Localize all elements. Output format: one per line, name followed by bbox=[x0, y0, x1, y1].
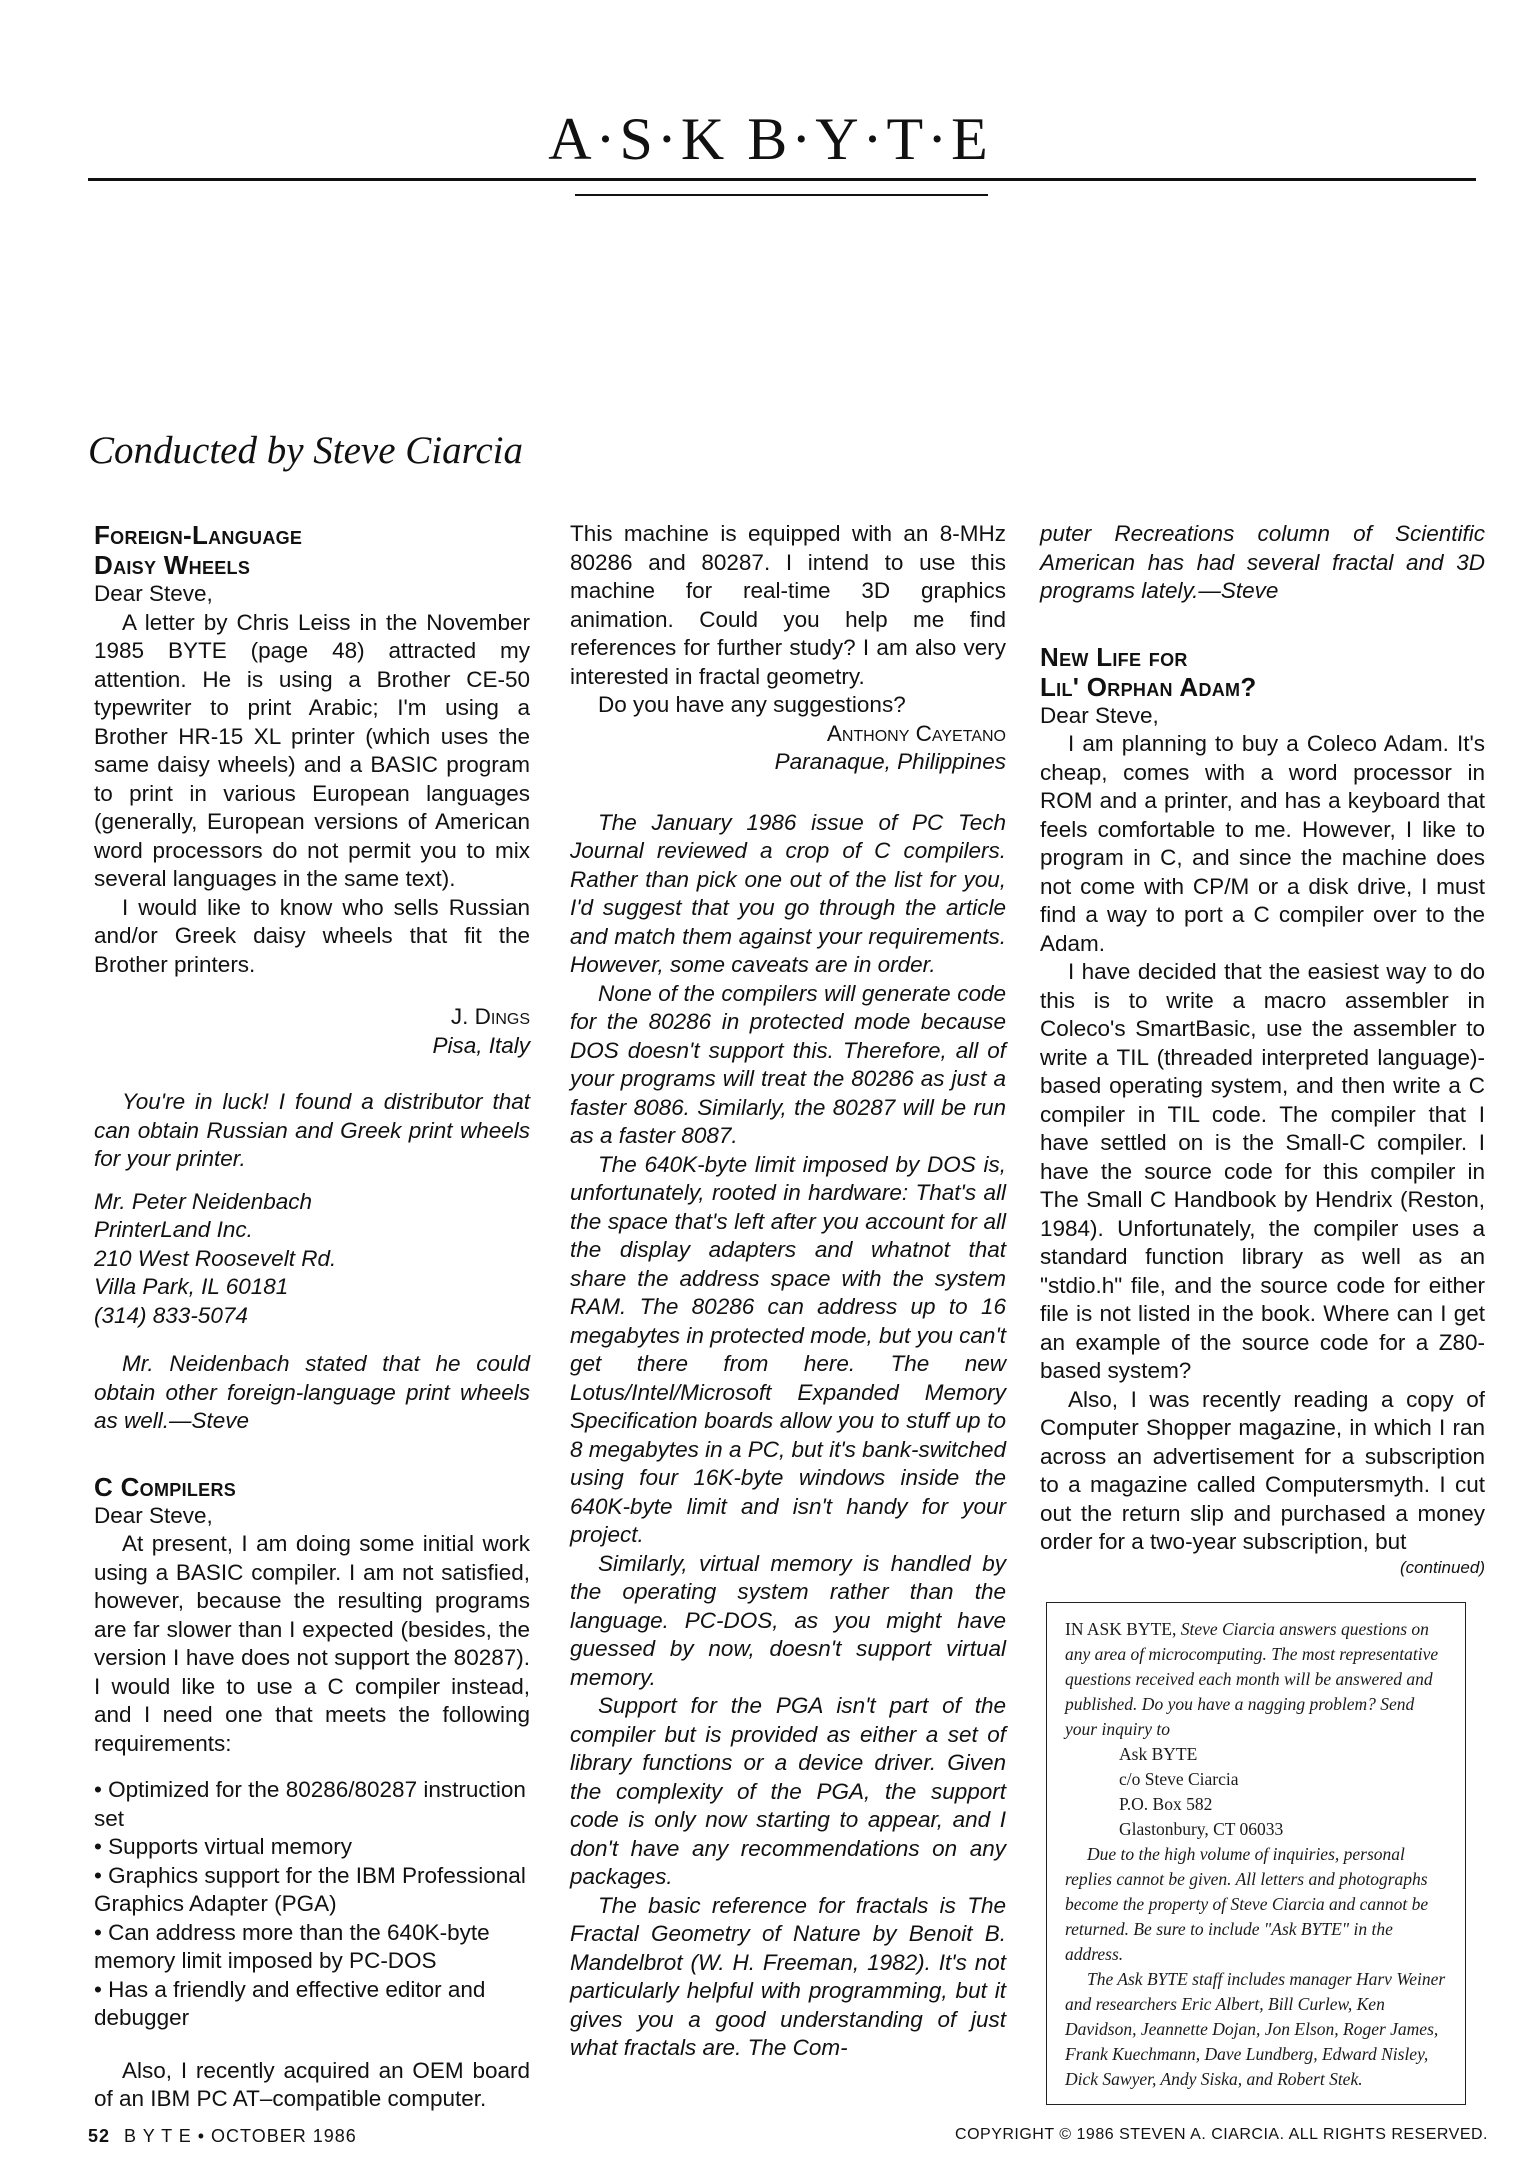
section-heading-c-compilers: C Compilers bbox=[94, 1471, 237, 1502]
letter-greeting: Dear Steve, bbox=[94, 581, 213, 606]
answer-paragraph: Mr. Neidenbach stated that he could obtain other foreign-language print wheels as well.—Steve bbox=[94, 1351, 530, 1433]
heading-line: Lil' Orphan Adam? bbox=[1040, 671, 1257, 702]
list-item: • Supports virtual memory bbox=[94, 1834, 352, 1859]
answer-paragraph: The basic reference for fractals is The Fractal Geometry of Nature by Benoit B. Mandelbrot (W. H. Freeman, 1982). It's not particularly helpful with programming, but it gives you a good understanding of just what fractals are. The Com- bbox=[570, 1892, 1006, 2060]
heading-line: Foreign-Language bbox=[94, 520, 303, 550]
address-line: 210 West Roosevelt Rd. bbox=[94, 1245, 337, 1271]
info-intro bbox=[1065, 1617, 1447, 1742]
ask-byte-info-box bbox=[1046, 1602, 1466, 2105]
answer-paragraph: puter Recreations column of Scientific American has had several fractal and 3D programs lately.—Steve bbox=[1040, 521, 1485, 603]
distributor-address bbox=[94, 1188, 530, 1331]
address-line: Ask BYTE bbox=[1119, 1744, 1198, 1764]
address-line: (314) 833-5074 bbox=[94, 1302, 248, 1328]
info-note: Due to the high volume of inquiries, personal replies cannot be given. All letters and photographs become the property of Steve Ciarcia and cannot be returned. Be sure to include "Ask BYTE" in the address. bbox=[1065, 1844, 1429, 1964]
column-1 bbox=[94, 520, 530, 2114]
column-3 bbox=[1040, 520, 1485, 1579]
address-line: P.O. Box 582 bbox=[1119, 1794, 1213, 1814]
mailing-address bbox=[1119, 1742, 1447, 1842]
info-intro-caps: IN ASK BYTE, bbox=[1065, 1619, 1177, 1639]
page-number: 52 bbox=[88, 2126, 111, 2146]
list-item: • Graphics support for the IBM Professional Graphics Adapter (PGA) bbox=[94, 1862, 526, 1916]
page-title: A·S·K B·Y·T·E bbox=[548, 106, 992, 172]
list-item: • Has a friendly and effective editor and debugger bbox=[94, 1976, 486, 2030]
letter-signature-name: Anthony Cayetano bbox=[826, 720, 1006, 746]
letter-signature-place: Paranaque, Philippines bbox=[774, 749, 1006, 774]
column-2 bbox=[570, 520, 1006, 2063]
answer-paragraph: Similarly, virtual memory is handled by the operating system rather than the language. PC-DOS, as you might have guessed by now, doesn't support virtual memory. bbox=[570, 1550, 1006, 1690]
letter-paragraph: A letter by Chris Leiss in the November 1985 BYTE (page 48) attracted my attention. He is using a Brother CE-50 typewriter to print Arabic; I'm using a Brother HR-15 XL printer (which uses the same daisy wheels) and a BASIC program to print in various European languages (generally, European versions of American word processors do not permit you to mix several languages in the same text). bbox=[94, 609, 530, 891]
letter-paragraph: I am planning to buy a Coleco Adam. It's cheap, comes with a word processor in ROM and a printer, and has a keyboard that feels comfortable to me. However, I like to program in C, and since the machine does not come with CP/M or a disk drive, I must find a way to port a C compiler over to the Adam. bbox=[1040, 731, 1485, 956]
section-heading-new-life bbox=[1040, 642, 1485, 702]
address-line: Villa Park, IL 60181 bbox=[94, 1274, 289, 1299]
copyright-notice: COPYRIGHT © 1986 STEVEN A. CIARCIA. ALL RIGHTS RESERVED. bbox=[955, 2126, 1488, 2143]
letter-paragraph: Also, I was recently reading a copy of Computer Shopper magazine, in which I ran across an advertisement for a subscription to a magazine called Computersmyth. I cut out the return slip and purchased a money order for a two-year subscription, but bbox=[1040, 1386, 1485, 1554]
letter-paragraph: Do you have any suggestions? bbox=[598, 692, 906, 717]
letter-signature-place: Pisa, Italy bbox=[432, 1032, 530, 1058]
answer-paragraph: None of the compilers will generate code for the 80286 in protected mode because DOS doesn't support this. Therefore, all of your programs will treat the 80286 as just a faster 8086. Similarly, the 80287 will be run as a faster 8087. bbox=[570, 980, 1006, 1148]
continued-marker: (continued) bbox=[1399, 1557, 1485, 1577]
address-line: c/o Steve Ciarcia bbox=[1119, 1769, 1239, 1789]
letter-paragraph: I would like to know who sells Russian and/or Greek daisy wheels that fit the Brother printers. bbox=[94, 894, 530, 977]
requirements-list bbox=[94, 1776, 530, 2033]
heading-line: Daisy Wheels bbox=[94, 550, 251, 580]
list-item: • Optimized for the 80286/80287 instruction set bbox=[94, 1777, 526, 1831]
letter-paragraph: This machine is equipped with an 8-MHz 80286 and 80287. I intend to use this machine for real-time 3D graphics animation. Could you help me find references for further study? I am also very interested in fractal geometry. bbox=[570, 521, 1006, 689]
letter-paragraph: At present, I am doing some initial work using a BASIC compiler. I am not satisfied, however, because the resulting programs are far slower than I expected (besides, the version I have does not support the 80287). I would like to use a C compiler instead, and I need one that meets the following requirements: bbox=[94, 1531, 530, 1756]
byline: Conducted by Steve Ciarcia bbox=[88, 429, 524, 472]
list-item: • Can address more than the 640K-byte memory limit imposed by PC-DOS bbox=[94, 1919, 490, 1973]
address-line: Glastonbury, CT 06033 bbox=[1119, 1819, 1284, 1839]
answer-paragraph: The January 1986 issue of PC Tech Journal reviewed a crop of C compilers. Rather than pick one out of the list for you, I'd suggest that you go through the article and match them against your requirements. However, some caveats are in order. bbox=[570, 809, 1006, 977]
header-rule bbox=[88, 178, 1476, 181]
heading-line: New Life for bbox=[1040, 641, 1188, 672]
letter-signature-name: J. Dings bbox=[450, 1004, 530, 1029]
address-line: Mr. Peter Neidenbach bbox=[94, 1188, 313, 1214]
info-intro-text: Steve Ciarcia answers questions on any area of microcomputing. The most representative questions received each month will be answered and published. Do you have a nagging problem? Send your inquiry to bbox=[1065, 1619, 1439, 1739]
info-staff: The Ask BYTE staff includes manager Harv Weiner and researchers Eric Albert, Bill Curlew, Ken Davidson, Jeannette Dojan, Jon Elson, Roger James, Frank Kuechmann, Dave Lundberg, Edward Nisley, Dick Sawyer, Andy Siska, and Robert Stek. bbox=[1065, 1969, 1446, 2089]
letter-paragraph: Also, I recently acquired an OEM board of an IBM PC AT–compatible computer. bbox=[94, 2057, 530, 2111]
publication-line: B Y T E • OCTOBER 1986 bbox=[124, 2126, 357, 2146]
answer-paragraph: Support for the PGA isn't part of the compiler but is provided as either a set of library functions or a device driver. Given the complexity of the PGA, the support code is only now starting to appear, and I don't have any recommendations on any packages. bbox=[570, 1693, 1006, 1889]
section-heading-foreign-language bbox=[94, 520, 530, 580]
letter-greeting: Dear Steve, bbox=[94, 1502, 213, 1528]
header-subrule bbox=[575, 194, 988, 196]
letter-paragraph: I have decided that the easiest way to do this is to write a macro assembler in Coleco's SmartBasic, use the assembler to write a TIL (threaded interpreted language)-based operating system, and then write a C compiler in TIL code. The compiler that I have settled on is the Small-C compiler. I have the source code for this compiler in The Small C Handbook by Hendrix (Reston, 1984). Unfortunately, the compiler uses a standard function library as well as an "stdio.h" file, and the source code for either file is not listed in the book. Where can I get an example of the source code for a Z80-based system? bbox=[1040, 959, 1485, 1383]
answer-paragraph: The 640K-byte limit imposed by DOS is, unfortunately, rooted in hardware: That's all the space that's left after you account for all the display adapters and whatnot that share the address space with the system RAM. The 80286 can address up to 16 megabytes in protected mode, but you can't get there from here. The new Lotus/Intel/Microsoft Expanded Memory Specification boards allow you to stuff up to 8 megabytes in a PC, but it's bank-switched using four 16K-byte windows inside the 640K-byte limit and isn't handy for your project. bbox=[570, 1151, 1006, 1547]
address-line: PrinterLand Inc. bbox=[94, 1217, 253, 1242]
letter-greeting: Dear Steve, bbox=[1040, 702, 1159, 728]
answer-paragraph: You're in luck! I found a distributor that can obtain Russian and Greek print wheels for your printer. bbox=[94, 1089, 530, 1171]
footer-left bbox=[88, 2126, 357, 2147]
